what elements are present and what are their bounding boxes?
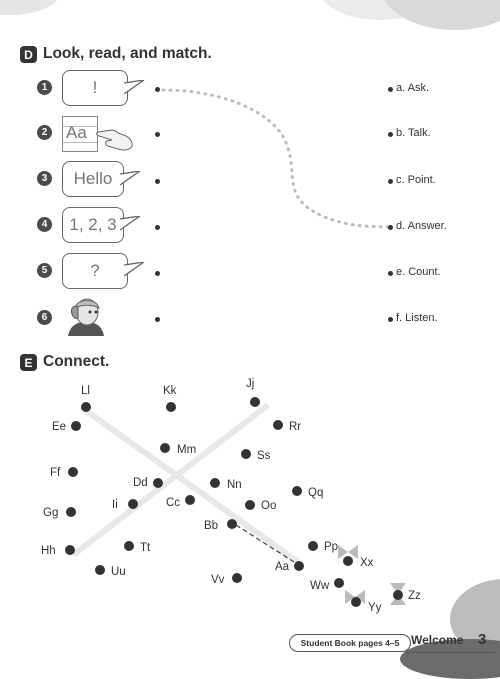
letter-dot[interactable] (65, 545, 75, 555)
letter-dot[interactable] (273, 420, 283, 430)
letter-dot[interactable] (245, 500, 255, 510)
letter-dot[interactable] (250, 397, 260, 407)
item-number: 2 (37, 125, 52, 140)
letter-label: Qq (308, 487, 324, 499)
item-number: 3 (37, 171, 52, 186)
letter-dot[interactable] (95, 565, 105, 575)
letter-dot[interactable] (210, 478, 220, 488)
unit-title: Welcome (411, 633, 464, 647)
letter-label: Aa (275, 561, 290, 573)
letter-dot[interactable] (343, 556, 353, 566)
section-e-title: Connect. (43, 353, 110, 370)
letter-label: Dd (133, 477, 148, 489)
speech-bubble: ? (62, 253, 128, 289)
speech-bubble: Hello (62, 161, 124, 197)
page-number: 3 (478, 631, 487, 648)
option-label: f. Listen. (396, 312, 438, 324)
letter-label: Ee (52, 421, 67, 433)
speech-bubble: 1, 2, 3 (62, 207, 124, 243)
letter-label: Vv (211, 574, 225, 586)
letter-label: Pp (324, 541, 339, 553)
letter-dot[interactable] (308, 541, 318, 551)
letter-label: Ss (257, 450, 271, 462)
letter-label: Gg (43, 507, 59, 519)
letter-label: Ll (81, 385, 90, 397)
letter-dot[interactable] (66, 507, 76, 517)
item-number: 1 (37, 80, 52, 95)
letter-label: Ff (50, 467, 61, 479)
option-label: d. Answer. (396, 220, 447, 232)
letter-label: Jj (246, 378, 255, 390)
letter-dot[interactable] (81, 402, 91, 412)
letter-dot[interactable] (185, 495, 195, 505)
footer-rule (405, 652, 495, 653)
letter-dot[interactable] (334, 578, 344, 588)
letter-label: Tt (140, 542, 151, 554)
letter-dot[interactable] (232, 573, 242, 583)
letter-label: Rr (289, 421, 302, 433)
letter-label: Oo (261, 500, 277, 512)
speech-bubble: ! (62, 70, 128, 106)
letter-dot[interactable] (124, 541, 134, 551)
letter-dot[interactable] (68, 467, 78, 477)
item-number: 6 (37, 310, 52, 325)
letter-dot[interactable] (292, 486, 302, 496)
letter-label: Xx (360, 557, 374, 569)
letter-label: Bb (204, 520, 219, 532)
option-label: b. Talk. (396, 127, 431, 139)
letter-dot[interactable] (294, 561, 304, 571)
book-reference: Student Book pages 4–5 (289, 634, 411, 652)
letter-label: Kk (163, 385, 177, 397)
letter-label: Mm (177, 444, 197, 456)
section-e-badge: E (20, 354, 37, 371)
letter-dot[interactable] (128, 499, 138, 509)
item-number: 5 (37, 263, 52, 278)
letter-label: Uu (111, 566, 126, 578)
letter-dot[interactable] (393, 590, 403, 600)
letter-dot[interactable] (241, 449, 251, 459)
letter-label: Nn (227, 479, 242, 491)
section-d-badge: D (20, 46, 37, 63)
letter-label: Hh (41, 545, 56, 557)
letter-dot[interactable] (351, 597, 361, 607)
option-label: c. Point. (396, 174, 436, 186)
letter-label: Yy (368, 602, 382, 614)
letter-card-text: Aa (66, 123, 87, 142)
section-d-title: Look, read, and match. (43, 45, 212, 62)
option-label: a. Ask. (396, 82, 430, 94)
letter-dot[interactable] (153, 478, 163, 488)
letter-dot[interactable] (71, 421, 81, 431)
option-label: e. Count. (396, 266, 441, 278)
letter-label: Ii (112, 499, 118, 511)
letter-dot[interactable] (166, 402, 176, 412)
letter-label: Zz (408, 590, 421, 602)
letter-label: Ww (310, 580, 330, 592)
item-number: 4 (37, 217, 52, 232)
letter-dot[interactable] (160, 443, 170, 453)
letter-dot[interactable] (227, 519, 237, 529)
letter-label: Cc (166, 497, 181, 509)
